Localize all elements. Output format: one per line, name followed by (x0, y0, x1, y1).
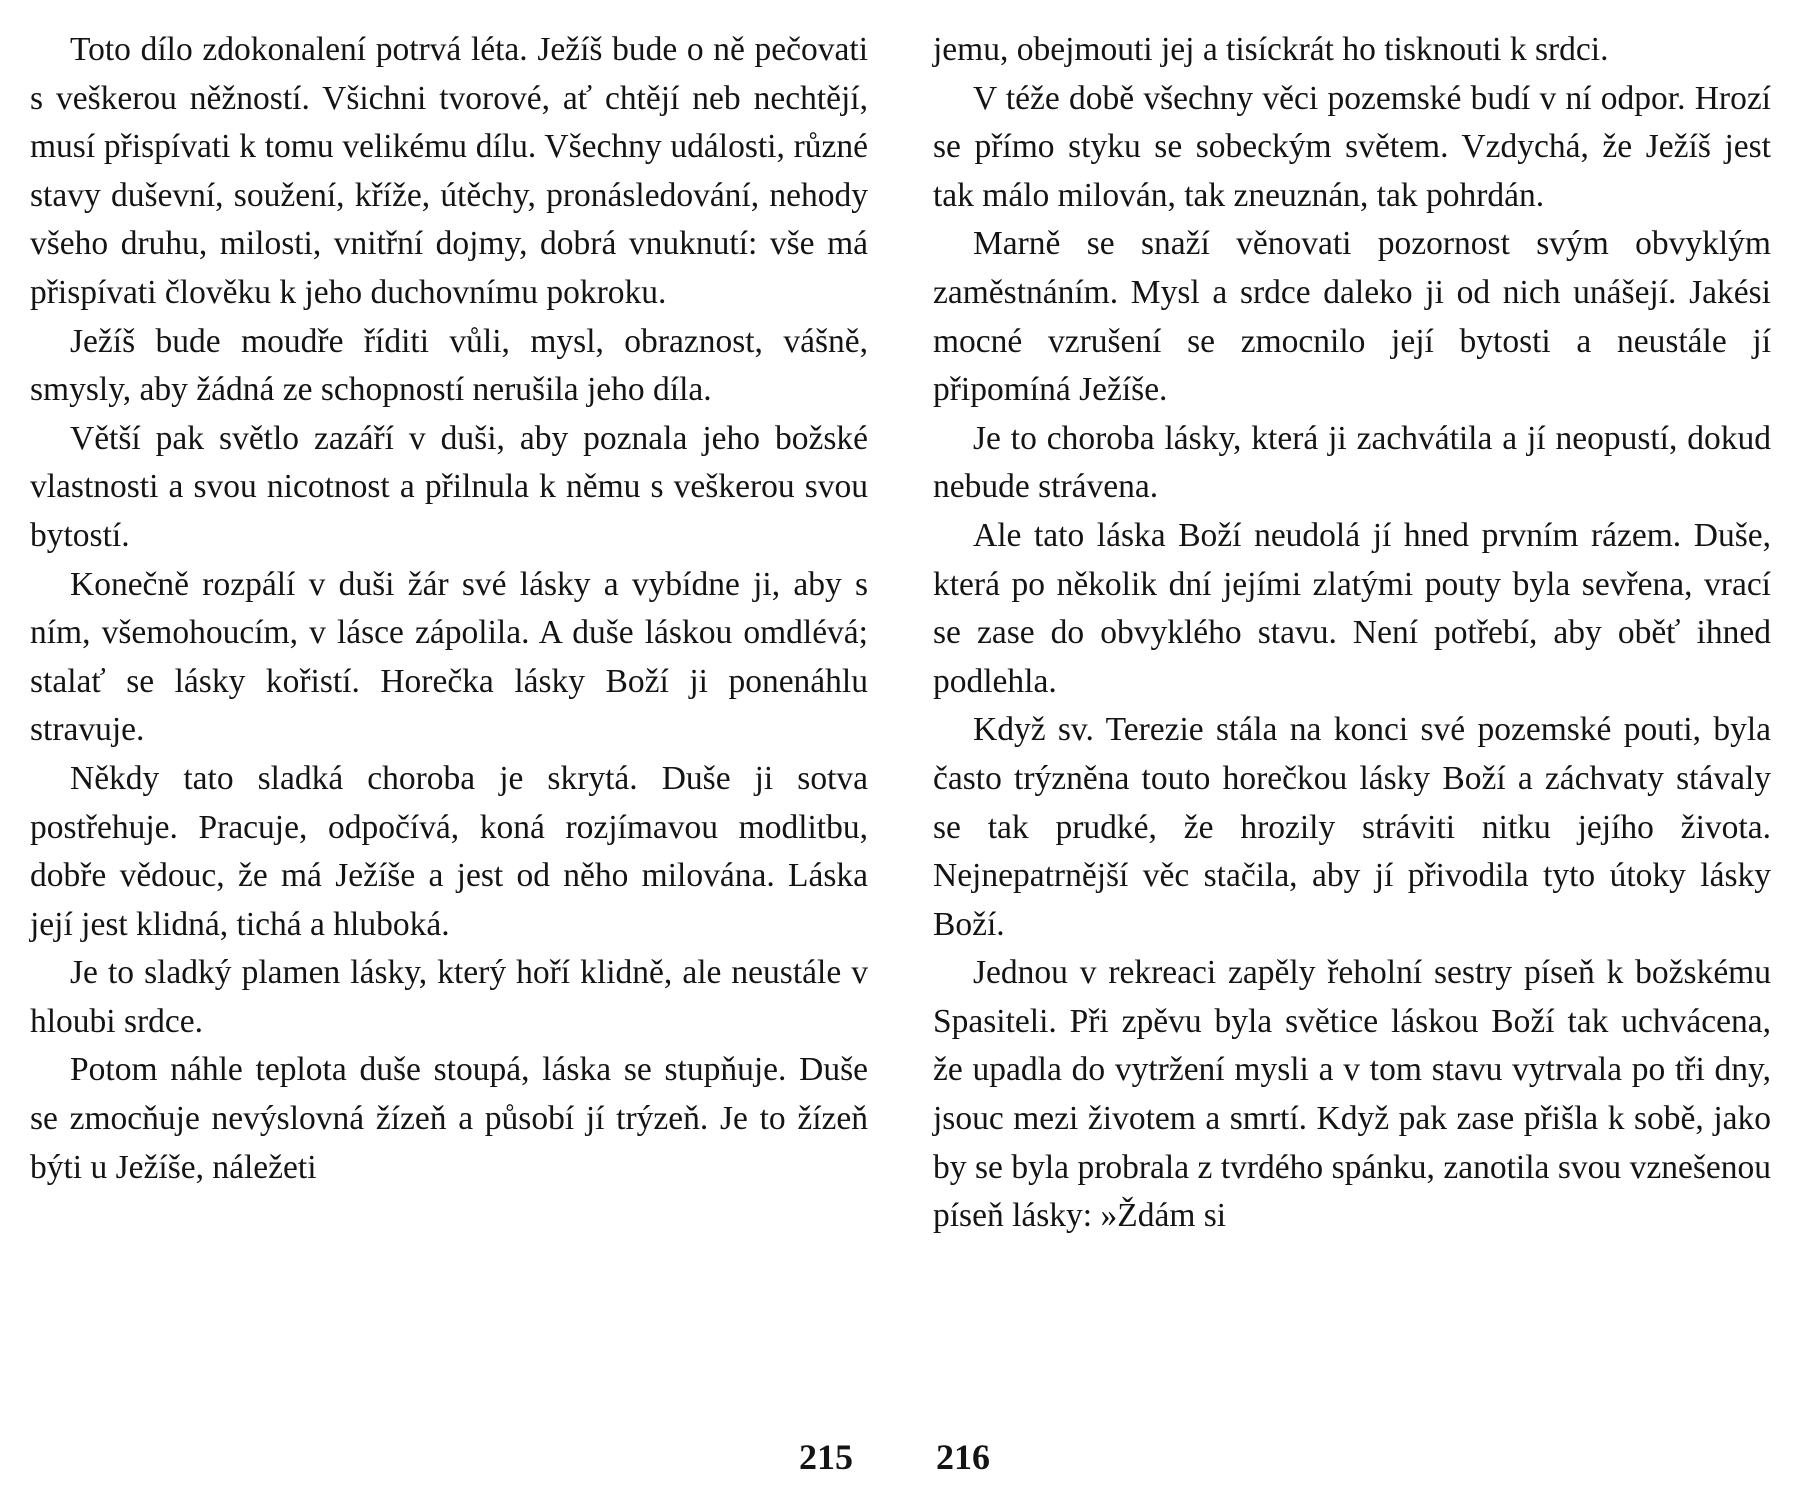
left-paragraph-1: Toto dílo zdokonalení potrvá léta. Ježíš bude o ně pečovati s veškerou něžností. Všichni tvorové, ať chtějí neb nechtějí, musí přispívati k tomu velikému dílu. Všechny události, různé stavy duševní, soužení, kříže, útěchy, pronásledování, nehody všeho druhu, milosti, vnitřní dojmy, dobrá vnuknutí: vše má přispívati člověku k jeho duchovnímu pokroku. (30, 31, 868, 311)
right-page-number: 216 (936, 1437, 990, 1477)
right-paragraph-6: Jednou v rekreaci zapěly řeholní sestry píseň k božskému Spasiteli. Při zpěvu byla světice láskou Boží tak uchvácena, že upadla do vytržení mysli a v tom stavu vytrvala po tři dny, jsouc mezi životem a smrtí. Když pak zase přišla k sobě, jako by se byla probrala z tvrdého spánku, zanotila svou vznešenou píseň lásky: »Ždám si (933, 954, 1771, 1235)
right-paragraph-2: Marně se snaží věnovati pozornost svým obvyklým zaměstnáním. Mysl a srdce daleko ji od nich unášejí. Jakési mocné vzrušení se zmocnilo její bytosti a neustále jí připomíná Ježíše. (933, 225, 1771, 409)
left-paragraph-6: Je to sladký plamen lásky, který hoří klidně, ale neustále v hloubi srdce. (30, 954, 868, 1040)
right-paragraph-4: Ale tato láska Boží neudolá jí hned prvním rázem. Duše, která po několik dní jejími zlatými pouty byla sevřena, vrací se zase do obvyklého stavu. Není potřebí, aby oběť ihned podlehla. (933, 516, 1771, 700)
left-paragraph-5: Někdy tato sladká choroba je skrytá. Duše ji sotva postřehuje. Pracuje, odpočívá, koná rozjímavou modlitbu, dobře vědouc, že má Ježíše a jest od něho milována. Láska její jest klidná, tichá a hluboká. (30, 759, 868, 943)
right-paragraph-3: Je to choroba lásky, která ji zachvátila a jí neopustí, dokud nebude strávena. (933, 419, 1771, 506)
right-continuation: jemu, obejmouti jej a tisíckrát ho tisknouti k srdci. (933, 31, 1609, 68)
left-page-number: 215 (799, 1437, 853, 1477)
left-page-text (30, 26, 868, 1192)
left-paragraph-4: Konečně rozpálí v duši žár své lásky a vybídne ji, aby s ním, všemohoucím, v lásce zápolila. A duše láskou omdlévá; stalať se lásky kořistí. Horečka lásky Boží ji ponenáhlu stravuje. (30, 565, 868, 749)
left-paragraph-3: Větší pak světlo zazáří v duši, aby poznala jeho božské vlastnosti a svou nicotnost a přilnula k němu s veškerou svou bytostí. (30, 419, 868, 554)
right-paragraph-5: Když sv. Terezie stála na konci své pozemské pouti, byla často trýzněna touto horečkou lásky Boží a záchvaty stávaly se tak prudké, že hrozily stráviti nitku jejího života. Nejnepatrnější věc stačila, aby jí přivodila tyto útoky lásky Boží. (933, 711, 1771, 943)
left-paragraph-2: Ježíš bude moudře říditi vůli, mysl, obraznost, vášně, smysly, aby žádná ze schopností nerušila jeho díla. (30, 322, 868, 409)
right-page-text (933, 26, 1771, 1241)
right-paragraph-1: V téže době všechny věci pozemské budí v ní odpor. Hrozí se přímo styku se sobeckým světem. Vzdychá, že Ježíš jest tak málo milován, tak zneuznán, tak pohrdán. (933, 79, 1771, 214)
left-paragraph-7: Potom náhle teplota duše stoupá, láska se stupňuje. Duše se zmocňuje nevýslovná žízeň a působí jí trýzeň. Je to žízeň býti u Ježíše, náležeti (30, 1051, 868, 1186)
